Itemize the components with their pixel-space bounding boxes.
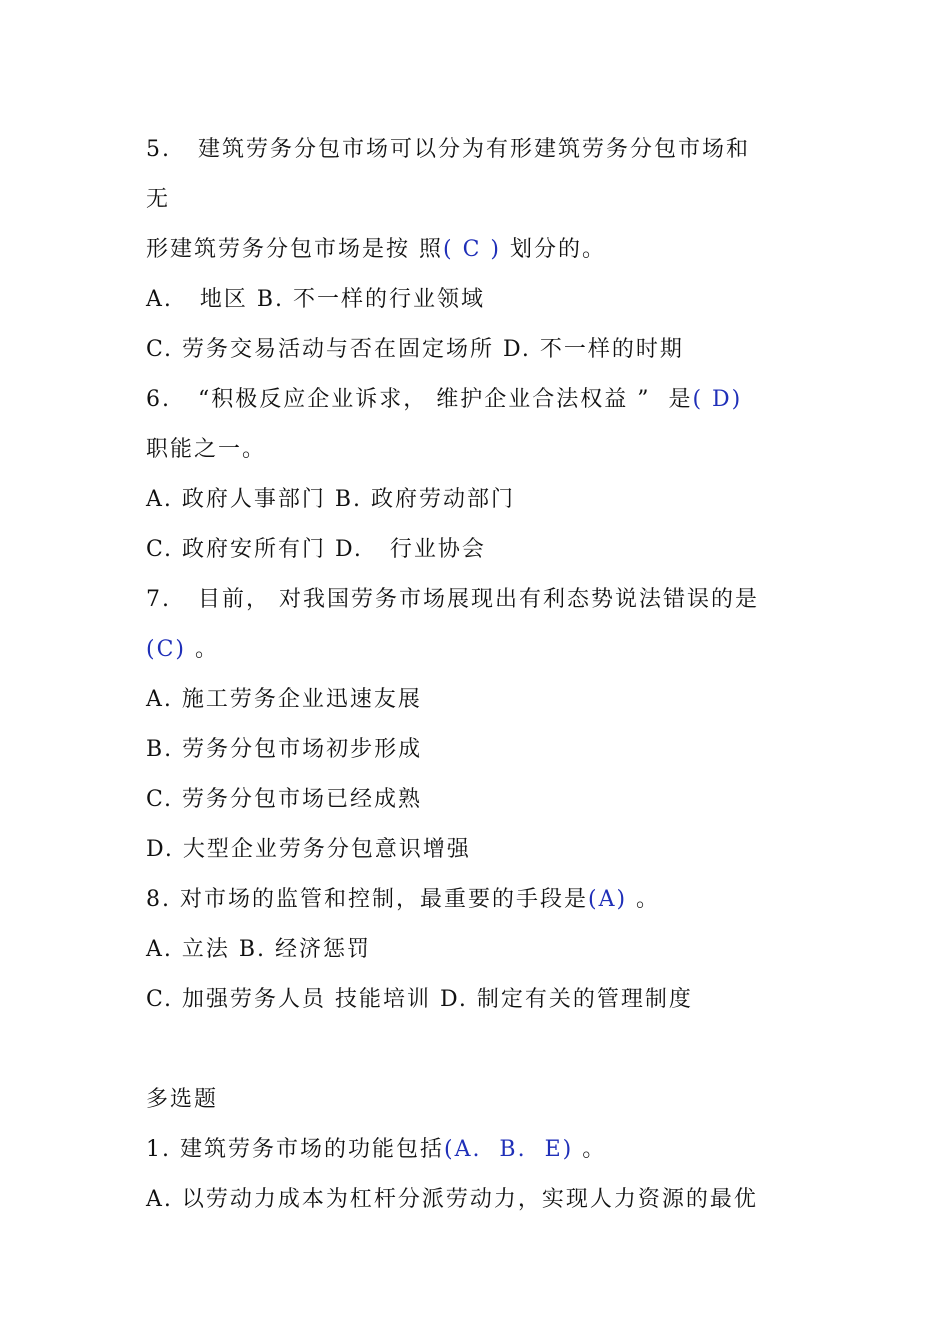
mq1-option-a	[146, 1184, 758, 1216]
q5-answer: ( C )	[443, 237, 501, 262]
line-text-after: 划分的。	[501, 237, 606, 262]
line-text: 6. “积极反应企业诉求， 维护企业合法权益 ” 是	[146, 387, 693, 412]
line-text: D. 大型企业劳务分包意识增强	[146, 837, 471, 862]
line-text: 多选题	[146, 1087, 219, 1112]
line-text-after: 。	[186, 637, 219, 662]
line-text: 7. 目前， 对我国劳务市场展现出有利态势说法错误的是	[146, 587, 759, 612]
q5-stem-line2	[146, 184, 170, 216]
q7-option-a	[146, 684, 422, 716]
line-text: A. 立法 B. 经济惩罚	[146, 937, 372, 962]
q6-stem-line1	[146, 384, 742, 416]
line-text: 职能之一。	[146, 437, 267, 462]
q8-options-ab	[146, 934, 371, 966]
q5-stem-line3	[146, 234, 606, 266]
q5-options-cd	[146, 334, 684, 366]
section-heading-multiple-choice	[146, 1084, 218, 1116]
q6-answer: ( D)	[692, 387, 743, 412]
q5-options-ab	[146, 284, 485, 316]
q7-answer: (C)	[146, 637, 186, 662]
q6-options-cd	[146, 534, 486, 566]
line-text: C. 劳务交易活动与否在固定场所 D. 不一样的时期	[146, 337, 684, 362]
line-text: 无	[146, 187, 171, 212]
line-text-after: 。	[627, 887, 661, 912]
mq1-answer: (A. B. E)	[443, 1137, 574, 1162]
q8-stem	[146, 884, 660, 916]
q6-options-ab	[146, 484, 515, 516]
line-text: 形建筑劳务分包市场是按 照	[146, 237, 443, 262]
q7-option-c	[146, 784, 422, 816]
line-text: A. 以劳动力成本为杠杆分派劳动力，实现人力资源的最优	[146, 1187, 758, 1212]
line-text: C. 政府安所有门 D. 行业协会	[146, 537, 486, 562]
line-text: 8. 对市场的监管和控制，最重要的手段是	[146, 887, 588, 912]
line-text: C. 劳务分包市场已经成熟	[146, 787, 423, 812]
q7-option-b	[146, 734, 422, 766]
line-text: 1. 建筑劳务市场的功能包括	[146, 1137, 444, 1162]
mq1-stem	[146, 1134, 606, 1166]
q7-stem-line2	[146, 634, 219, 666]
q7-stem-line1	[146, 584, 759, 616]
q7-option-d	[146, 834, 471, 866]
q5-stem-line1	[146, 134, 750, 166]
line-text: C. 加强劳务人员 技能培训 D. 制定有关的管理制度	[146, 987, 693, 1012]
line-text: A. 政府人事部门 B. 政府劳动部门	[146, 487, 516, 512]
line-text: B. 劳务分包市场初步形成	[146, 737, 423, 762]
q8-options-cd	[146, 984, 693, 1016]
line-text: 5. 建筑劳务分包市场可以分为有形建筑劳务分包市场和	[146, 137, 750, 162]
line-text-after: 。	[573, 1137, 607, 1162]
line-text: A. 地区 B. 不一样的行业领域	[146, 287, 486, 312]
q8-answer: (A)	[588, 887, 628, 912]
q6-stem-line2	[146, 434, 266, 466]
line-text: A. 施工劳务企业迅速友展	[146, 687, 422, 712]
